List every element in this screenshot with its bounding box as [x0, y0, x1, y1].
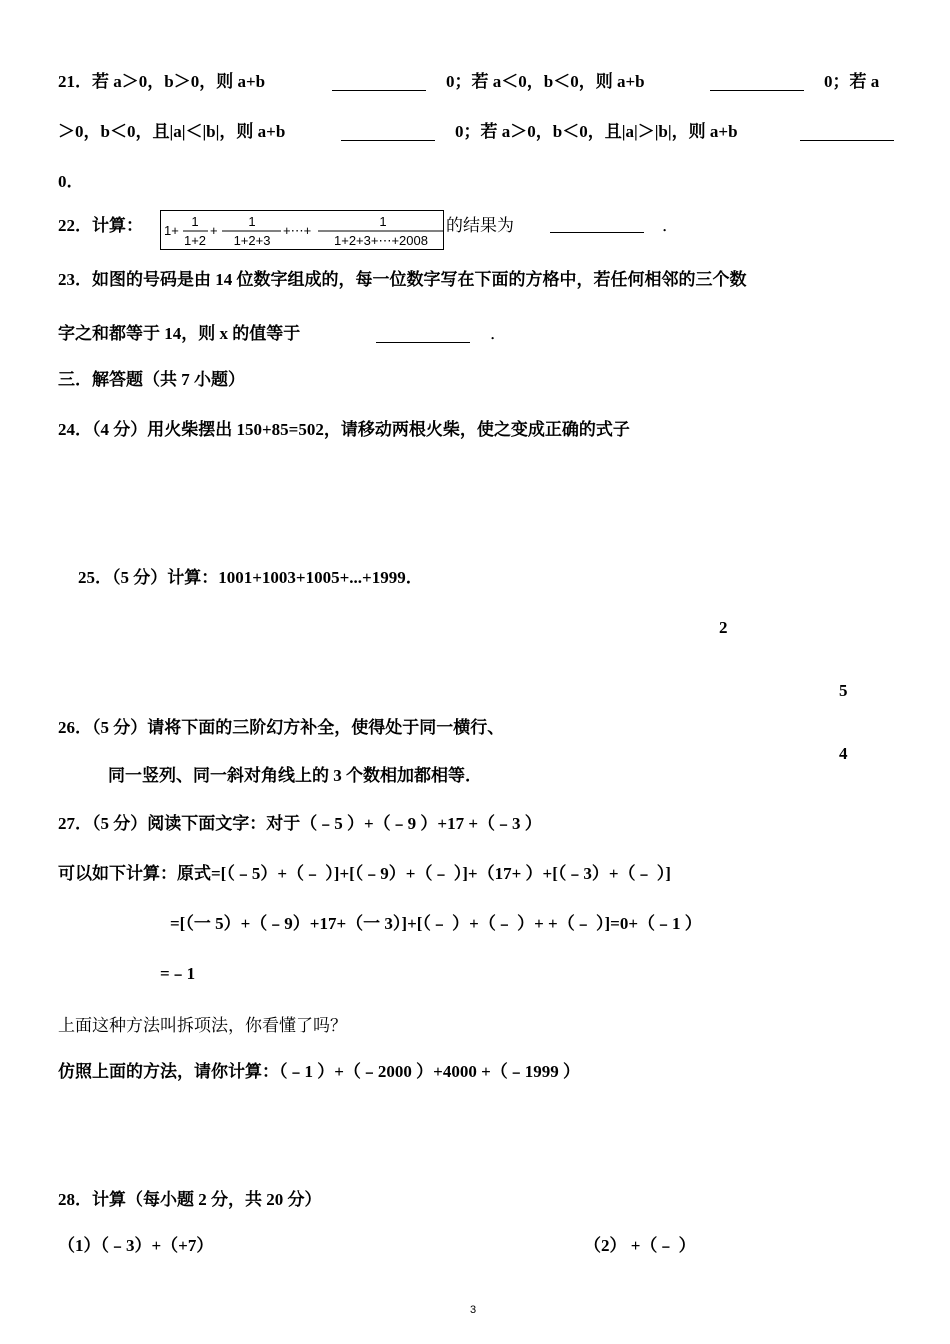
q22-frac2-num: 1 — [248, 214, 256, 229]
q26-text-2: 同一竖列、同一斜对角线上的 3 个数相加都相等． — [108, 766, 482, 785]
q22-formula-svg — [161, 211, 443, 249]
q27-text-6: 仿照上面的方法，请你计算：（﹣1 ）+（﹣2000 ）+4000 +（﹣1999 ） — [58, 1062, 581, 1081]
section-3-text: 三．解答题（共 7 小题） — [58, 370, 245, 389]
q22-suffix-text: 的结果为 — [446, 216, 514, 236]
q21-blank-2[interactable] — [710, 76, 804, 91]
q22-prefix-text: 22．计算： — [58, 216, 143, 235]
q22-frac3-num: 1 — [379, 214, 387, 229]
q22-dots: +⋯+ — [283, 223, 312, 238]
q23-line2 — [58, 322, 300, 346]
q22-prefix — [58, 214, 143, 238]
q21-text-f: 0． — [58, 172, 84, 191]
q28-part2 — [584, 1234, 696, 1258]
q27-line1 — [58, 812, 542, 836]
q21-text-e: 0；若 a＞0，b＜0，且|a|＞|b|，则 a+b — [455, 122, 738, 141]
q21-text-c: 0；若 a — [824, 72, 880, 91]
q22-end — [662, 214, 679, 238]
q21-line1-mid — [446, 70, 645, 94]
q28-part1-text: （1）（﹣3）+（+7） — [58, 1236, 214, 1255]
q23-line1 — [58, 268, 747, 292]
q21-blank-3[interactable] — [341, 126, 435, 141]
q27-text-1: 27．（5 分）阅读下面文字：对于（﹣5 ）+（﹣9 ）+17 +（﹣3 ） — [58, 814, 542, 833]
q28-title — [58, 1188, 322, 1212]
q22-suffix — [446, 214, 514, 238]
q21-line2 — [58, 120, 285, 144]
q21-line2-mid — [455, 120, 738, 144]
q27-line4 — [160, 962, 195, 986]
q27-line5 — [58, 1014, 347, 1038]
q21-line1-end — [824, 70, 879, 94]
q23-text-2: 字之和都等于 14，则 x 的值等于 — [58, 324, 301, 343]
q21-blank-4[interactable] — [800, 126, 894, 141]
q28-title-text: 28．计算（每小题 2 分，共 20 分） — [58, 1190, 322, 1209]
q22-frac1-den: 1+2 — [183, 233, 207, 248]
q23-end-text: ． — [490, 324, 507, 344]
q22-plus: + — [210, 223, 218, 238]
magic-cell-1: 2 — [719, 618, 728, 637]
q22-formula — [160, 210, 444, 250]
q24-text: 24．（4 分）用火柴摆出 150+85=502，请移动两根火柴，使之变成正确的式子 — [58, 420, 630, 439]
q21-line3 — [58, 170, 84, 194]
q27-line2 — [58, 862, 671, 886]
q27-text-2: 可以如下计算：原式=[（﹣5）+（﹣ ）]+[（﹣9）+（﹣ ）]+（17+ ）+[（﹣3）+（﹣ ）] — [58, 864, 671, 883]
q23-end — [490, 322, 507, 346]
q22-frac1-num: 1 — [191, 214, 199, 229]
q26-line2 — [108, 764, 482, 788]
q28-part2-text: （2） +（﹣ ） — [584, 1236, 696, 1255]
q28-part1 — [58, 1234, 213, 1258]
q21-blank-1[interactable] — [332, 76, 426, 91]
section-3-heading — [58, 368, 245, 392]
magic-cell-3: 4 — [839, 744, 848, 763]
q25-text: 25．（5 分）计算：1001+1003+1005+...+1999． — [78, 568, 423, 587]
q22-end-text: ． — [662, 216, 679, 236]
q22-term-1: 1+ — [164, 223, 179, 238]
q27-line6 — [58, 1060, 580, 1084]
q21-text-b: 0；若 a＜0，b＜0，则 a+b — [446, 72, 645, 91]
magic-cell-2: 5 — [839, 681, 848, 700]
q26-text-1: 26．（5 分）请将下面的三阶幻方补全，使得处于同一横行、 — [58, 718, 505, 737]
page-number: 3 — [470, 1304, 477, 1316]
q21-text-a: 21．若 a＞0，b＞0，则 a+b — [58, 72, 266, 91]
q21-text-d: ＞0，b＜0，且|a|＜|b|，则 a+b — [58, 122, 286, 141]
q27-text-3: =[（一 5）+（﹣9）+17+（一 3）]+[（﹣ ）+（﹣ ）+ +（﹣ ）]=0+（﹣1 ） — [170, 914, 702, 933]
q26-line1 — [58, 716, 504, 740]
q22-frac2-den: 1+2+3 — [233, 233, 271, 248]
q27-line3 — [170, 912, 702, 936]
q25 — [78, 566, 423, 590]
q27-text-5: 上面这种方法叫拆项法，你看懂了吗？ — [58, 1016, 347, 1036]
q22-blank[interactable] — [550, 218, 644, 233]
q21-line1 — [58, 70, 265, 94]
q24 — [58, 418, 630, 442]
q23-blank[interactable] — [376, 328, 470, 343]
q27-text-4: =﹣1 — [160, 964, 196, 983]
q22-frac3-den: 1+2+3+⋯+2008 — [334, 233, 428, 248]
q23-text-1: 23．如图的号码是由 14 位数字组成的，每一位数字写在下面的方格中，若任何相邻的三个数 — [58, 270, 747, 289]
